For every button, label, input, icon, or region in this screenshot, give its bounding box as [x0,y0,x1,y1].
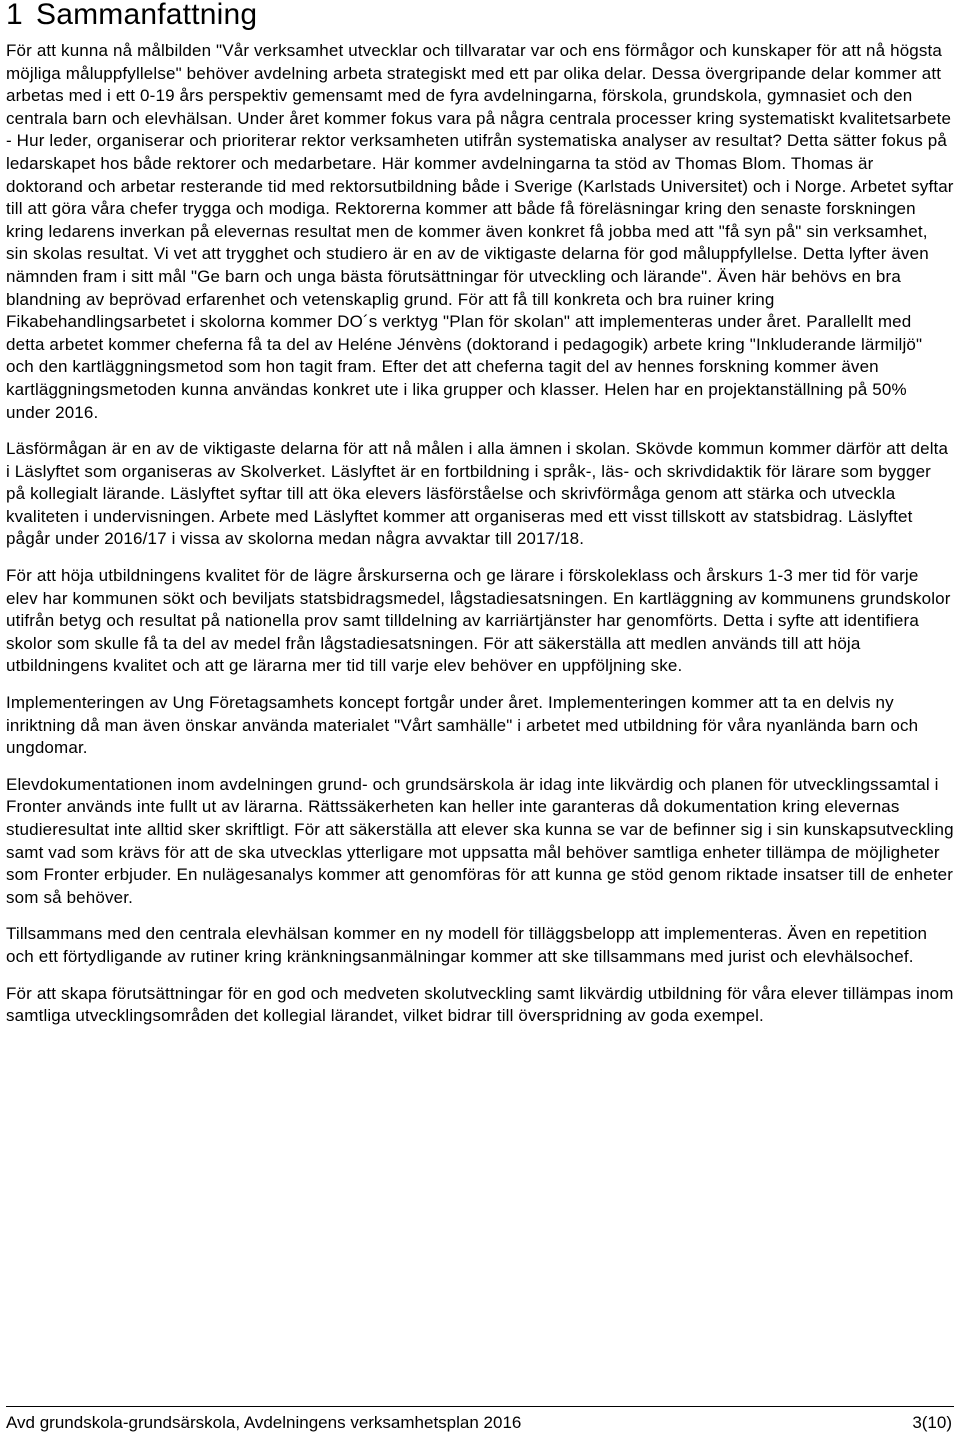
section-title: Sammanfattning [36,0,258,31]
paragraph-kollegialt-larande: För att skapa förutsättningar för en god och medveten skolutveckling samt likvärdig utbildning för våra elever tillämpas inom samtliga utvecklingsområden det kollegial lärandet, vilket bidrar till överspridning av goda exempel. [6,983,954,1026]
paragraph-ung-foretagsamhet: Implementeringen av Ung Företagsamhets koncept fortgår under året. Implementeringen kommer att ta en delvis ny inriktning då man även önskar använda materialet "Vårt samhälle" i arbetet med utbildning för våra nyanlända barn och ungdomar. [6,693,919,758]
paragraph-summary: För att kunna nå målbilden "Vår verksamhet utvecklar och tillvaratar var och ens förmågor och kunskaper för att nå högsta möjliga måluppfyllelse" behöver avdelning arbeta strategiskt med ett par olika delar. Dessa övergripande delar kommer att arbetas med i ett 0-19 års perspektiv gemensamt med de fyra avdelningarna, förskola, grundskola, gymnasiet och den centrala barn och elevhälsan. Under året kommer fokus vara på några centrala processer kring systematiskt kvalitetsarbete - Hur leder, organiserar och prioriterar rektor verksamheten utifrån systematiska analyser av resultat? Detta sätter fokus på ledarskapet hos både rektorer och medarbetare. Här kommer avdelningarna ta stöd av Thomas Blom. Thomas är doktorand och arbetar resterande tid med rektorsutbildning både i Sverige (Karlstads Universitet) och i Norge. Arbetet syftar till att göra våra chefer trygga och modiga. Rektorerna kommer att både få föreläsningar kring den senaste forskningen kring ledarens inverkan på elevernas resultat men de kommer även konkret få jobba med att "få syn på" sin verksamhet, sin skolas resultat. Vi vet att trygghet och studiero är en av de viktigaste delarna för god måluppfyllelse. Detta lyfter även nämnden fram i sitt mål "Ge barn och unga bästa förutsättningar för utveckling och lärande". Även här behövs en bra blandning av beprövad erfarenhet och vetenskaplig grund. För att få till konkreta och bra ruiner kring Fikabehandlingsarbetet i skolorna kommer DO´s verktyg "Plan för skolan" att implementeras under året. Parallellt med detta arbetet kommer cheferna få ta del av Heléne Jénvèns (doktorand i pedagogik) arbete kring "Inkluderande lärmiljö" och den kartläggningsmetod som hon tagit fram. Efter det att cheferna tagit del av hennes forskning kommer även kartläggningsmetoden kunna användas konkret ute i lika grupper och klasser. Helen har en projektanställning på 50% under 2016. [6,41,954,422]
paragraph-laslyftet: Läsförmågan är en av de viktigaste delarna för att nå målen i alla ämnen i skolan. Skövde kommun kommer därför att delta i Läslyftet som organiseras av Skolverket. Läslyftet är en fortbildning i språk-, läs- och skrivdidaktik för lärare som bygger på kollegialt lärande. Läslyftet syftar till att öka elevers läsförståelse och skrivförmåga genom att stärka och utveckla kvaliteten i undervisningen. Arbete med Läslyftet kommer att organiseras med ett visst tillskott av statsbidrag. Läslyftet pågår under 2016/17 i vissa av skolorna medan några avvaktar till 2017/18. [6,439,949,549]
section-number: 1 [6,0,23,31]
paragraph-lagstadiesatsningen: För att höja utbildningens kvalitet för de lägre årskurserna och ge lärare i förskoleklass och årskurs 1-3 mer tid för varje elev har kommunen sökt och beviljats statsbidragsmedel, lågstadiesatsningen. En kartläggning av kommunens grundskolor utifrån betyg och resultat på nationella prov samt tilldelning av karriärtjänster har genomförts. Detta i syfte att identifiera skolor som skulle få ta del av medel från lågstadiesatsningen. För att säkerställa att medlen används till att höja utbildningens kvalitet och att ge lärarna mer tid till varje elev behöver en uppföljning ske. [6,566,951,676]
section-heading [6,0,257,30]
footer-page-number: 3(10) [912,1413,952,1432]
paragraph-tillaggsbelopp: Tillsammans med den centrala elevhälsan kommer en ny modell för tilläggsbelopp att implementeras. Även en repetition och ett förtydligande av rutiner kring kränkningsanmälningar kommer att ske tillsammans med jurist och elevhälsochef. [6,924,928,966]
footer-document-title: Avd grundskola-grundsärskola, Avdelningens verksamhetsplan 2016 [6,1413,522,1432]
document-body [6,40,954,1042]
paragraph-elevdokumentation: Elevdokumentationen inom avdelningen grund- och grundsärskola är idag inte likvärdig och planen för utvecklingssamtal i Fronter används inte fullt ut av lärarna. Rättssäkerheten kan heller inte garanteras då dokumentation kring elevernas studieresultat inte alltid sker skriftligt. För att säkerställa att elever ska kunna se var de befinner sig i sin kunskapsutveckling samt vad som krävs för att de ska utvecklas ytterligare mot uppsatta mål behöver samtliga enheter tillämpa de möjligheter som Fronter erbjuder. En nulägesanalys kommer att genomföras för att kunna ge stöd genom riktade insatser till de enheter som så behöver. [6,774,954,907]
page-footer [6,1406,954,1431]
